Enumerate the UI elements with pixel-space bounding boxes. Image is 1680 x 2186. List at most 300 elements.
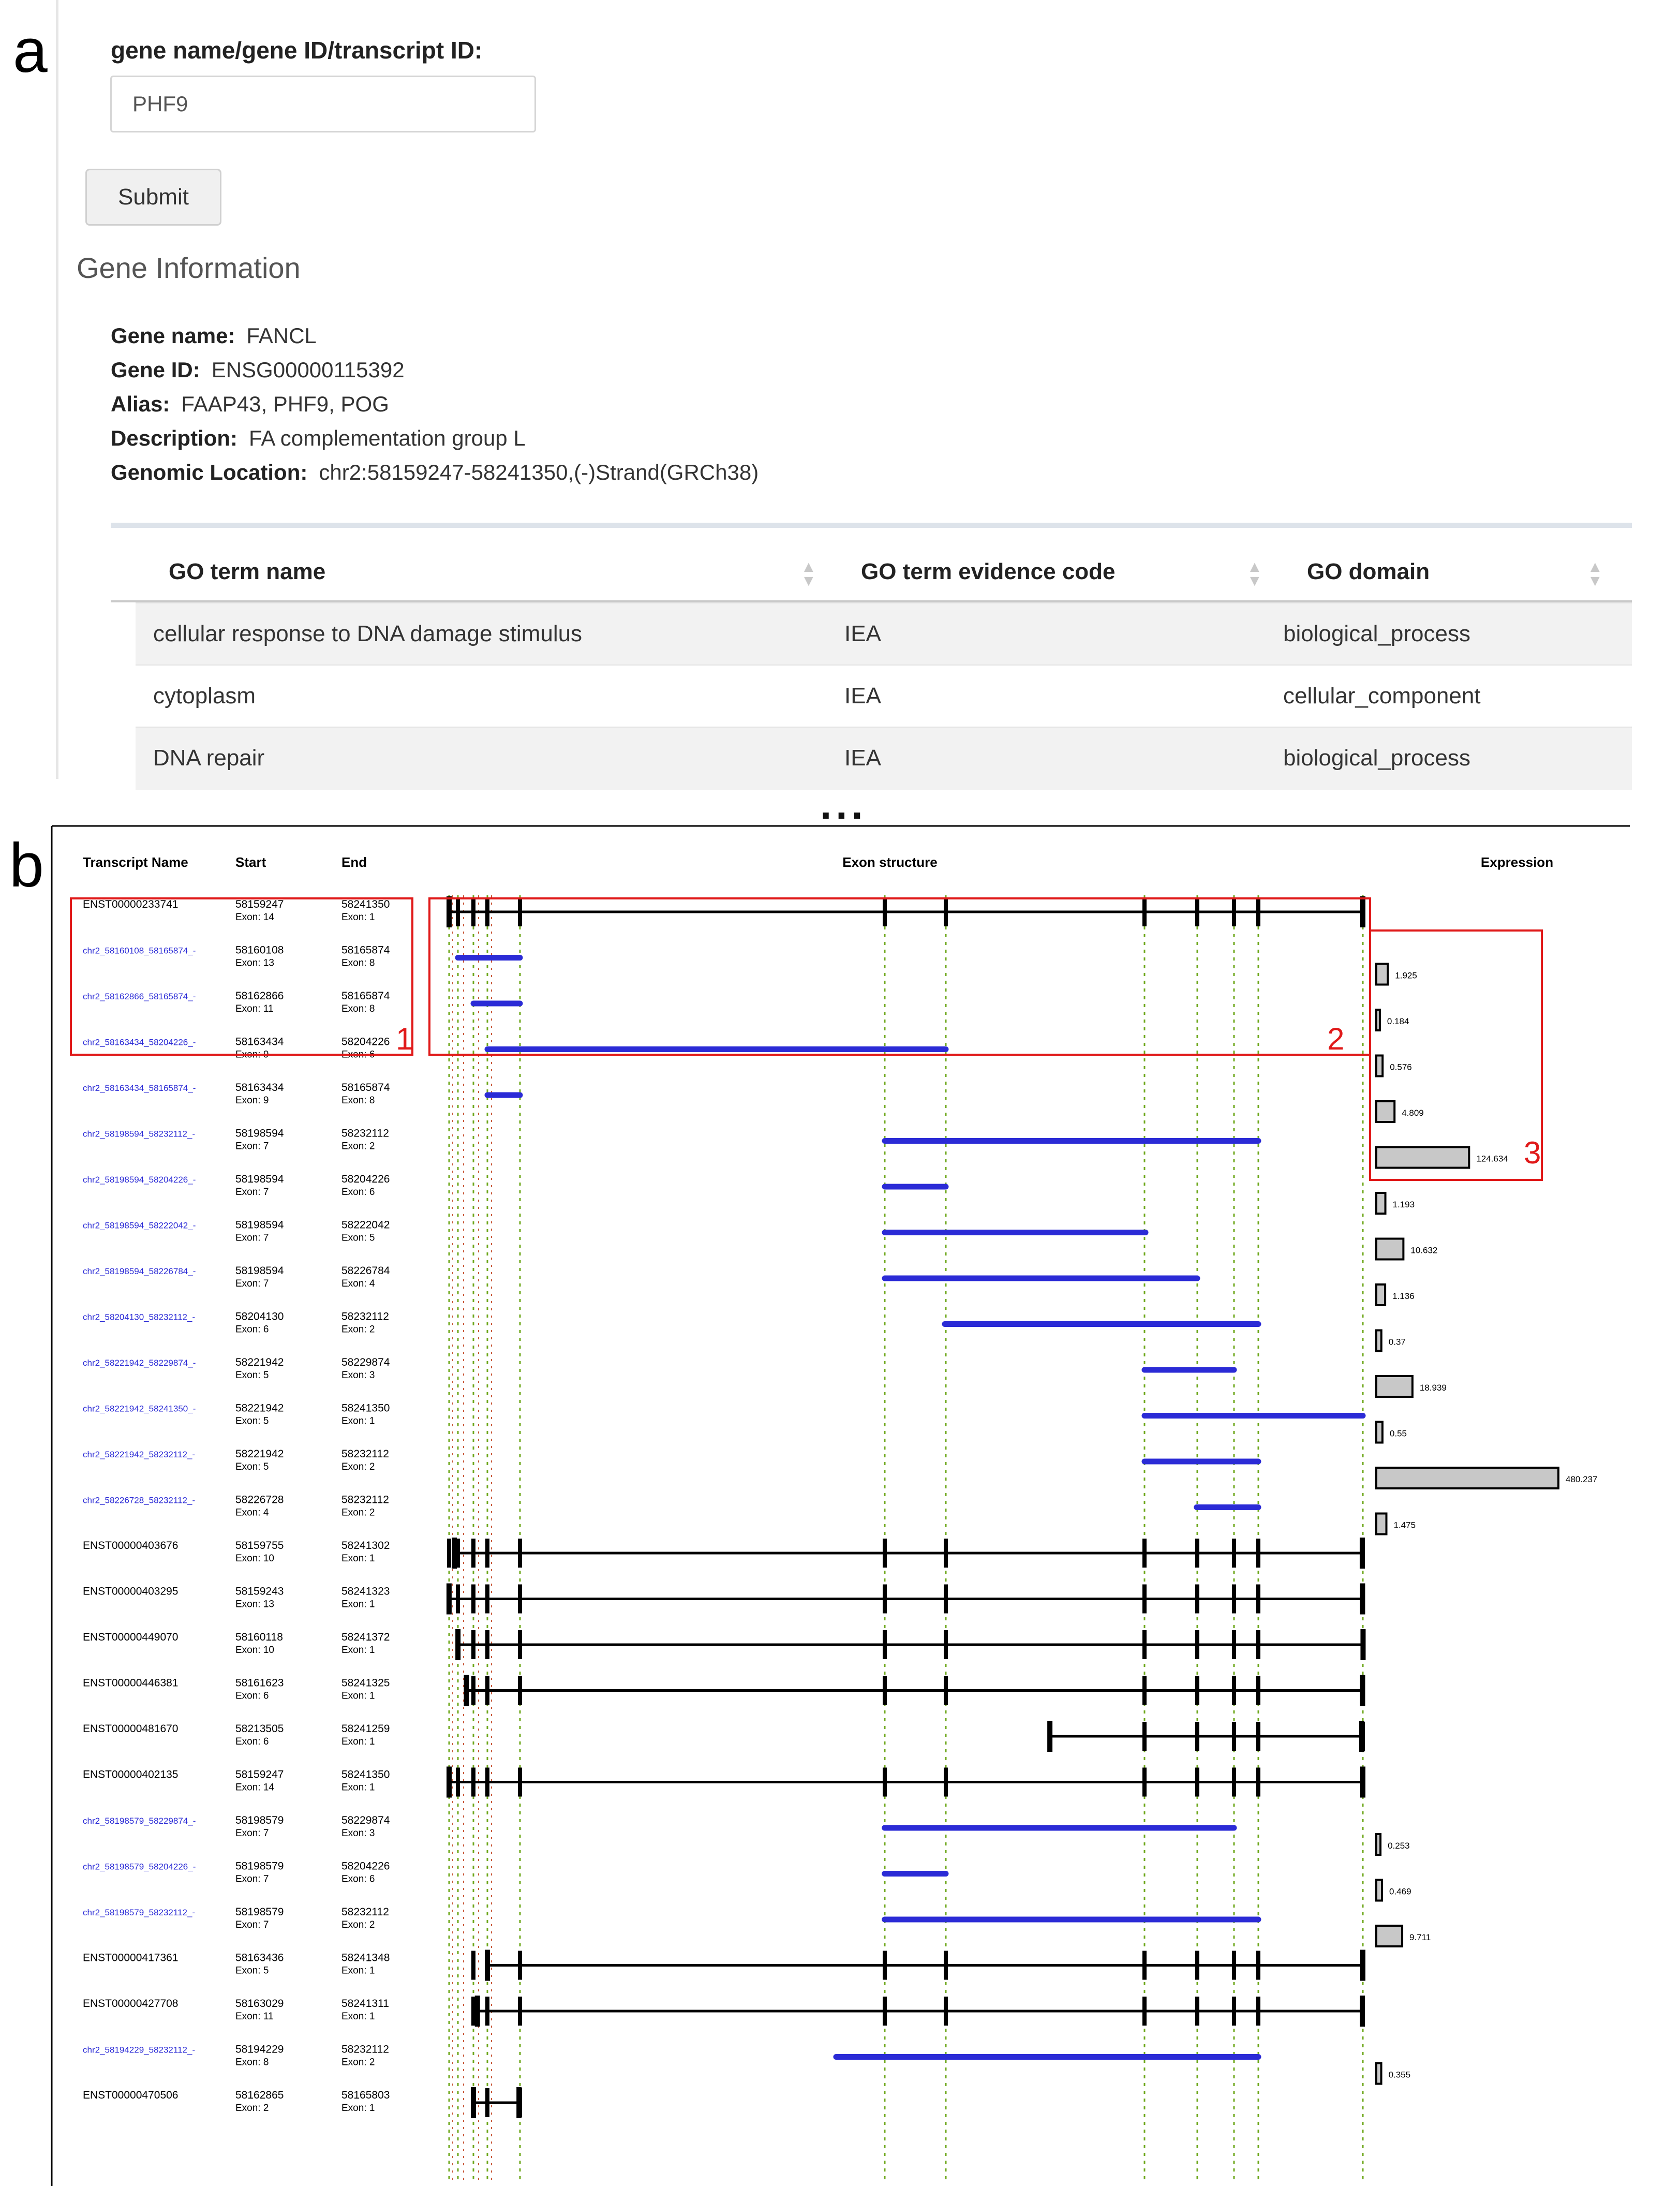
transcript-name: ENST00000449070 <box>83 1631 179 1643</box>
exon-mark <box>447 1584 452 1615</box>
transcript-start-exon: Exon: 7 <box>235 1873 269 1885</box>
expression-bar <box>1376 1010 1380 1030</box>
exon-mark <box>1195 1722 1199 1751</box>
exon-mark <box>1195 1630 1199 1659</box>
transcript-start: 58163434 <box>235 1082 284 1094</box>
transcript-end: 58241325 <box>341 1677 390 1689</box>
transcript-start-exon: Exon: 5 <box>235 1370 269 1381</box>
transcript-name: ENST00000233741 <box>83 898 179 910</box>
transcript-name: chr2_58198579_58229874_- <box>83 1816 196 1826</box>
exon-mark <box>1232 1768 1236 1797</box>
info-key: Alias: <box>111 392 170 416</box>
exon-mark <box>944 1539 948 1568</box>
exon-mark <box>485 2088 489 2117</box>
expression-value: 1.193 <box>1392 1200 1415 1209</box>
transcript-start: 58162865 <box>235 2089 284 2101</box>
expression-value: 1.925 <box>1395 970 1417 981</box>
transcript-start: 58204130 <box>235 1310 284 1323</box>
expression-value: 1.475 <box>1393 1520 1416 1530</box>
exon-mark <box>485 1950 490 1981</box>
transcript-start-exon: Exon: 7 <box>235 1919 269 1930</box>
transcript-name: ENST00000446381 <box>83 1677 179 1689</box>
exon-mark <box>1195 1539 1199 1568</box>
go-cell-term: DNA repair <box>153 745 265 771</box>
transcript-end-exon: Exon: 6 <box>341 1049 375 1060</box>
exon-mark <box>471 1676 475 1705</box>
expression-value: 0.576 <box>1390 1062 1412 1072</box>
info-key: Gene name: <box>111 323 235 348</box>
exon-mark <box>1256 1539 1260 1568</box>
transcript-end: 58241323 <box>341 1585 390 1598</box>
transcript-end-exon: Exon: 2 <box>341 2057 375 2068</box>
go-table-header <box>111 543 1632 602</box>
transcript-start-exon: Exon: 2 <box>235 2103 269 2114</box>
transcript-end-exon: Exon: 8 <box>341 1003 375 1014</box>
expression-bar <box>1376 1468 1558 1488</box>
info-gene-name <box>111 323 317 348</box>
transcript-start-exon: Exon: 13 <box>235 957 274 969</box>
exon-mark <box>516 2087 522 2118</box>
exon-mark <box>485 897 489 926</box>
exon-mark <box>1360 896 1365 927</box>
transcript-start-exon: Exon: 14 <box>235 1782 274 1793</box>
transcript-end: 58204226 <box>341 1173 390 1185</box>
exon-mark <box>1256 897 1260 926</box>
expression-bar <box>1376 1880 1382 1901</box>
info-value: ENSG00000115392 <box>211 358 405 382</box>
transcript-end-exon: Exon: 1 <box>341 912 375 923</box>
exon-mark <box>447 1539 451 1568</box>
exon-mark <box>883 1768 887 1797</box>
go-header-domain[interactable]: GO domain <box>1307 559 1430 584</box>
transcript-end: 58226784 <box>341 1265 390 1277</box>
info-alias <box>111 392 389 417</box>
go-header-evidence-code[interactable]: GO term evidence code <box>861 559 1116 584</box>
transcript-start: 58198579 <box>235 1906 284 1918</box>
transcript-start-exon: Exon: 7 <box>235 1141 269 1152</box>
transcript-start-exon: Exon: 10 <box>235 1553 274 1564</box>
highlight-box-expression <box>1370 930 1542 1180</box>
expression-value: 480.237 <box>1566 1474 1598 1484</box>
header-end: End <box>341 854 367 870</box>
transcript-end: 58232112 <box>341 1127 389 1140</box>
expression-bar <box>1376 1239 1403 1260</box>
transcript-name: chr2_58198594_58226784_- <box>83 1266 196 1276</box>
transcript-start: 58221942 <box>235 1356 284 1368</box>
expression-value: 4.809 <box>1402 1108 1424 1118</box>
exon-mark <box>883 1630 887 1659</box>
expression-bar <box>1376 1376 1413 1397</box>
exon-mark <box>518 1997 522 2026</box>
transcript-end: 58232112 <box>341 1448 389 1460</box>
exon-mark <box>518 1768 522 1797</box>
expression-bar <box>1376 1147 1469 1168</box>
transcript-start: 58221942 <box>235 1402 284 1414</box>
search-input[interactable] <box>110 76 536 132</box>
exon-mark <box>1232 1722 1236 1751</box>
transcript-start-exon: Exon: 7 <box>235 1232 269 1244</box>
exon-mark <box>1256 1676 1260 1705</box>
highlight-label: 1 <box>396 1022 413 1056</box>
exon-mark <box>944 1585 948 1614</box>
exon-mark <box>1142 897 1147 926</box>
highlight-box-exons <box>429 898 1370 1055</box>
transcript-end: 58232112 <box>341 1310 389 1323</box>
transcript-start-exon: Exon: 7 <box>235 1278 269 1289</box>
exon-mark <box>471 1951 475 1980</box>
transcript-start-exon: Exon: 11 <box>235 1003 274 1014</box>
info-value: FAAP43, PHF9, POG <box>181 392 389 416</box>
exon-mark <box>1360 1629 1365 1660</box>
transcript-end: 58241350 <box>341 898 390 910</box>
transcript-end-exon: Exon: 5 <box>341 1232 375 1244</box>
exon-mark <box>1256 1630 1260 1659</box>
exon-mark <box>1142 1768 1147 1797</box>
transcript-end-exon: Exon: 1 <box>341 1415 375 1427</box>
exon-mark <box>1047 1721 1052 1752</box>
transcript-start: 58159247 <box>235 1768 284 1781</box>
expression-bar <box>1376 1514 1387 1534</box>
transcript-name: chr2_58226728_58232112_- <box>83 1495 196 1505</box>
transcript-end-exon: Exon: 3 <box>341 1370 375 1381</box>
transcript-start-exon: Exon: 10 <box>235 1645 274 1656</box>
go-cell-evidence: IEA <box>844 621 881 646</box>
transcript-end: 58204226 <box>341 1036 390 1048</box>
exon-mark <box>518 1630 522 1659</box>
transcript-start: 58221942 <box>235 1448 284 1460</box>
exon-mark <box>1142 1539 1147 1568</box>
exon-mark <box>464 1675 469 1706</box>
transcript-start-exon: Exon: 11 <box>235 2011 274 2022</box>
expression-value: 0.37 <box>1388 1337 1406 1347</box>
transcript-name: chr2_58194229_58232112_- <box>83 2045 196 2055</box>
exon-mark <box>1142 1676 1147 1705</box>
info-genomic-location <box>111 460 759 485</box>
exon-mark <box>1142 1951 1147 1980</box>
exon-mark <box>1360 1996 1365 2027</box>
submit-button[interactable]: Submit <box>85 169 221 226</box>
exon-mark <box>1359 1721 1364 1752</box>
exon-mark <box>518 897 522 926</box>
exon-mark <box>1256 1997 1260 2026</box>
exon-mark <box>1195 1676 1199 1705</box>
header-transcript-name: Transcript Name <box>83 854 188 870</box>
transcript-start: 58160118 <box>235 1631 283 1643</box>
transcript-end-exon: Exon: 3 <box>341 1828 375 1839</box>
go-table-top-border <box>111 523 1632 528</box>
transcript-start: 58226728 <box>235 1494 284 1506</box>
transcript-end: 58232112 <box>341 2043 389 2056</box>
transcript-name: chr2_58221942_58241350_- <box>83 1404 196 1414</box>
transcript-name: chr2_58163434_58204226_- <box>83 1037 196 1047</box>
exon-mark <box>485 1768 489 1797</box>
go-cell-domain: biological_process <box>1283 745 1470 771</box>
transcript-name: chr2_58204130_58232112_- <box>83 1312 196 1322</box>
transcript-end-exon: Exon: 2 <box>341 1919 375 1930</box>
exon-mark <box>1232 897 1236 926</box>
transcript-start: 58161623 <box>235 1677 284 1689</box>
exon-mark <box>1232 1585 1236 1614</box>
info-key: Genomic Location: <box>111 460 308 484</box>
exon-mark <box>447 1767 452 1798</box>
transcript-end-exon: Exon: 1 <box>341 1645 375 1656</box>
transcript-end-exon: Exon: 2 <box>341 1141 375 1152</box>
transcript-name: chr2_58221942_58229874_- <box>83 1358 196 1368</box>
transcript-end: 58241311 <box>341 1998 389 2010</box>
exon-mark <box>1232 1951 1236 1980</box>
exon-mark <box>1232 1676 1236 1705</box>
exon-mark <box>1142 1630 1147 1659</box>
transcript-start: 58198579 <box>235 1860 284 1872</box>
expression-value: 0.469 <box>1389 1886 1411 1897</box>
exon-mark <box>455 1629 460 1660</box>
exon-mark <box>1195 897 1199 926</box>
transcript-name: ENST00000403676 <box>83 1540 179 1552</box>
transcript-end: 58165874 <box>341 1082 390 1094</box>
transcript-end-exon: Exon: 2 <box>341 1507 375 1518</box>
go-header-term-name[interactable]: GO term name <box>169 559 326 584</box>
panel-b-label: b <box>9 831 44 900</box>
transcript-end: 58241350 <box>341 1402 390 1414</box>
expression-value: 10.632 <box>1410 1245 1438 1256</box>
exon-mark <box>485 1585 489 1614</box>
highlight-label: 3 <box>1524 1135 1541 1170</box>
exon-mark <box>471 897 475 926</box>
expression-value: 0.253 <box>1388 1841 1410 1851</box>
transcript-start-exon: Exon: 4 <box>235 1507 269 1518</box>
transcript-name: chr2_58160108_58165874_- <box>83 946 196 956</box>
transcript-start: 58198594 <box>235 1173 284 1185</box>
transcript-end: 58165874 <box>341 944 390 956</box>
exon-mark <box>1232 1539 1236 1568</box>
transcript-start-exon: Exon: 6 <box>235 1690 269 1702</box>
transcript-end-exon: Exon: 1 <box>341 1782 375 1793</box>
transcript-start-exon: Exon: 5 <box>235 1965 269 1976</box>
transcript-start: 58213505 <box>235 1723 284 1735</box>
transcript-end-exon: Exon: 8 <box>341 957 375 969</box>
go-cell-domain: biological_process <box>1283 621 1470 646</box>
expression-bar <box>1376 1056 1382 1076</box>
exon-mark <box>1256 1951 1260 1980</box>
exon-mark <box>1256 1722 1260 1751</box>
transcript-end: 58204226 <box>341 1860 390 1872</box>
exon-mark <box>471 1768 475 1797</box>
header-exon-structure: Exon structure <box>842 854 938 870</box>
exon-mark <box>518 1585 522 1614</box>
transcript-start-exon: Exon: 7 <box>235 1187 269 1198</box>
exon-mark <box>456 897 460 926</box>
sort-icon[interactable]: ▲ ▼ <box>1247 558 1262 589</box>
expression-bar <box>1376 1284 1385 1305</box>
exon-mark <box>471 1630 475 1659</box>
exon-mark <box>518 1539 522 1568</box>
search-label: gene name/gene ID/transcript ID: <box>111 37 483 64</box>
transcript-name: ENST00000417361 <box>83 1952 179 1964</box>
exon-mark <box>944 1630 948 1659</box>
exon-mark <box>485 1539 489 1568</box>
transcript-end-exon: Exon: 1 <box>341 1965 375 1976</box>
exon-mark <box>944 1997 948 2026</box>
expression-value: 0.355 <box>1388 2070 1411 2080</box>
transcript-name: ENST00000403295 <box>83 1585 179 1598</box>
table-row <box>136 664 1632 728</box>
panel-a-label: a <box>13 16 48 85</box>
expression-bar <box>1376 1101 1394 1122</box>
transcript-start: 58198594 <box>235 1219 284 1231</box>
info-key: Description: <box>111 426 238 450</box>
transcript-name: ENST00000402135 <box>83 1768 179 1781</box>
expression-bar <box>1376 1193 1386 1214</box>
transcript-start-exon: Exon: 9 <box>235 1049 269 1060</box>
transcript-end-exon: Exon: 4 <box>341 1278 375 1289</box>
exon-mark <box>1195 1585 1199 1614</box>
go-cell-evidence: IEA <box>844 745 881 771</box>
info-gene-id <box>111 358 405 382</box>
exon-mark <box>452 1538 457 1569</box>
transcript-name: chr2_58198579_58204226_- <box>83 1862 196 1872</box>
header-expression: Expression <box>1480 854 1554 870</box>
sort-icon[interactable]: ▲ ▼ <box>1587 558 1603 589</box>
transcript-name: chr2_58162866_58165874_- <box>83 992 196 1001</box>
expression-bar <box>1376 2063 1381 2084</box>
exon-mark <box>1256 1768 1260 1797</box>
exon-mark <box>471 1539 475 1568</box>
go-cell-term: cellular response to DNA damage stimulus <box>153 621 583 646</box>
exon-mark <box>944 1951 948 1980</box>
transcript-name: chr2_58198594_58204226_- <box>83 1175 196 1185</box>
transcript-end: 58229874 <box>341 1356 390 1368</box>
go-cell-evidence: IEA <box>844 683 881 708</box>
exon-mark <box>485 1997 489 2026</box>
transcript-name: ENST00000481670 <box>83 1723 179 1735</box>
table-row <box>136 727 1632 790</box>
transcript-start-exon: Exon: 6 <box>235 1324 269 1335</box>
exon-mark <box>1360 1538 1365 1569</box>
exon-mark <box>475 1996 480 2027</box>
expression-value: 18.939 <box>1419 1383 1447 1393</box>
expression-value: 0.184 <box>1387 1016 1409 1026</box>
table-row <box>136 602 1632 666</box>
transcript-end-exon: Exon: 1 <box>341 1690 375 1702</box>
header-start: Start <box>235 854 266 870</box>
transcript-start: 58194229 <box>235 2043 284 2056</box>
transcript-end: 58165803 <box>341 2089 390 2101</box>
transcript-end-exon: Exon: 1 <box>341 1553 375 1564</box>
exon-mark <box>1142 1997 1147 2026</box>
expression-bar <box>1376 1926 1402 1946</box>
exon-mark <box>1142 1722 1147 1751</box>
transcript-start: 58163029 <box>235 1998 284 2010</box>
transcript-plot <box>0 818 1680 2186</box>
highlight-label: 2 <box>1327 1022 1345 1056</box>
transcript-start-exon: Exon: 7 <box>235 1828 269 1839</box>
ellipsis: ... <box>820 781 867 828</box>
transcript-name: chr2_58198579_58232112_- <box>83 1908 196 1917</box>
transcript-start: 58198594 <box>235 1265 284 1277</box>
transcript-start: 58159755 <box>235 1540 284 1552</box>
go-cell-domain: cellular_component <box>1283 683 1481 708</box>
exon-mark <box>1256 1585 1260 1614</box>
transcript-end-exon: Exon: 2 <box>341 1324 375 1335</box>
exon-mark <box>1142 1585 1147 1614</box>
exon-mark <box>485 1676 489 1705</box>
exon-mark <box>1195 1951 1199 1980</box>
exon-mark <box>944 1768 948 1797</box>
exon-mark <box>471 1585 475 1614</box>
transcript-end: 58229874 <box>341 1814 390 1826</box>
exon-mark <box>456 1768 460 1797</box>
transcript-start: 58163436 <box>235 1952 284 1964</box>
expression-bar <box>1376 1331 1381 1351</box>
transcript-start: 58159243 <box>235 1585 284 1598</box>
section-title: Gene Information <box>77 252 301 284</box>
transcript-start: 58198594 <box>235 1127 284 1140</box>
transcript-end: 58222042 <box>341 1219 390 1231</box>
exon-mark <box>1232 1997 1236 2026</box>
expression-value: 0.55 <box>1389 1428 1407 1439</box>
info-value: FA complementation group L <box>249 426 526 450</box>
transcript-end: 58232112 <box>341 1906 389 1918</box>
exon-mark <box>883 1539 887 1568</box>
transcript-name: ENST00000470506 <box>83 2089 179 2101</box>
transcript-start: 58163434 <box>235 1036 284 1048</box>
transcript-end-exon: Exon: 8 <box>341 1095 375 1106</box>
transcript-start: 58160108 <box>235 944 284 956</box>
info-description <box>111 426 526 451</box>
exon-mark <box>471 2087 476 2118</box>
exon-mark <box>883 897 887 926</box>
transcript-name: ENST00000427708 <box>83 1998 179 2010</box>
expression-bar <box>1376 964 1388 985</box>
info-key: Gene ID: <box>111 358 200 382</box>
transcript-start: 58162866 <box>235 990 284 1002</box>
transcript-end-exon: Exon: 1 <box>341 2011 375 2022</box>
transcript-start-exon: Exon: 13 <box>235 1599 274 1610</box>
expression-value: 124.634 <box>1476 1154 1508 1164</box>
transcript-start-exon: Exon: 9 <box>235 1095 269 1106</box>
exon-mark <box>883 1676 887 1705</box>
exon-mark <box>456 1585 460 1614</box>
panel-a <box>0 0 1680 828</box>
exon-mark <box>1360 1675 1365 1706</box>
exon-mark <box>1360 1584 1365 1615</box>
transcript-end-exon: Exon: 6 <box>341 1187 375 1198</box>
transcript-name: chr2_58198594_58222042_- <box>83 1220 196 1231</box>
transcript-end: 58241350 <box>341 1768 390 1781</box>
transcript-start-exon: Exon: 14 <box>235 912 274 923</box>
transcript-end: 58232112 <box>341 1494 389 1506</box>
expression-value: 9.711 <box>1409 1932 1431 1942</box>
exon-mark <box>883 1585 887 1614</box>
exon-mark <box>944 897 948 926</box>
exon-mark <box>1195 1997 1199 2026</box>
transcript-start-exon: Exon: 5 <box>235 1461 269 1472</box>
exon-mark <box>485 1630 489 1659</box>
exon-mark <box>883 1951 887 1980</box>
panel-a-border <box>56 0 58 779</box>
sort-icon[interactable]: ▲ ▼ <box>801 558 816 589</box>
info-value: chr2:58159247-58241350,(-)Strand(GRCh38) <box>319 460 759 484</box>
exon-mark <box>1232 1630 1236 1659</box>
expression-value: 1.136 <box>1392 1291 1415 1301</box>
exon-mark <box>1360 1950 1365 1981</box>
exon-mark <box>883 1997 887 2026</box>
transcript-start-exon: Exon: 6 <box>235 1736 269 1747</box>
transcript-end-exon: Exon: 1 <box>341 2103 375 2114</box>
transcript-end: 58241348 <box>341 1952 390 1964</box>
exon-mark <box>1360 1767 1365 1798</box>
transcript-end-exon: Exon: 1 <box>341 1599 375 1610</box>
